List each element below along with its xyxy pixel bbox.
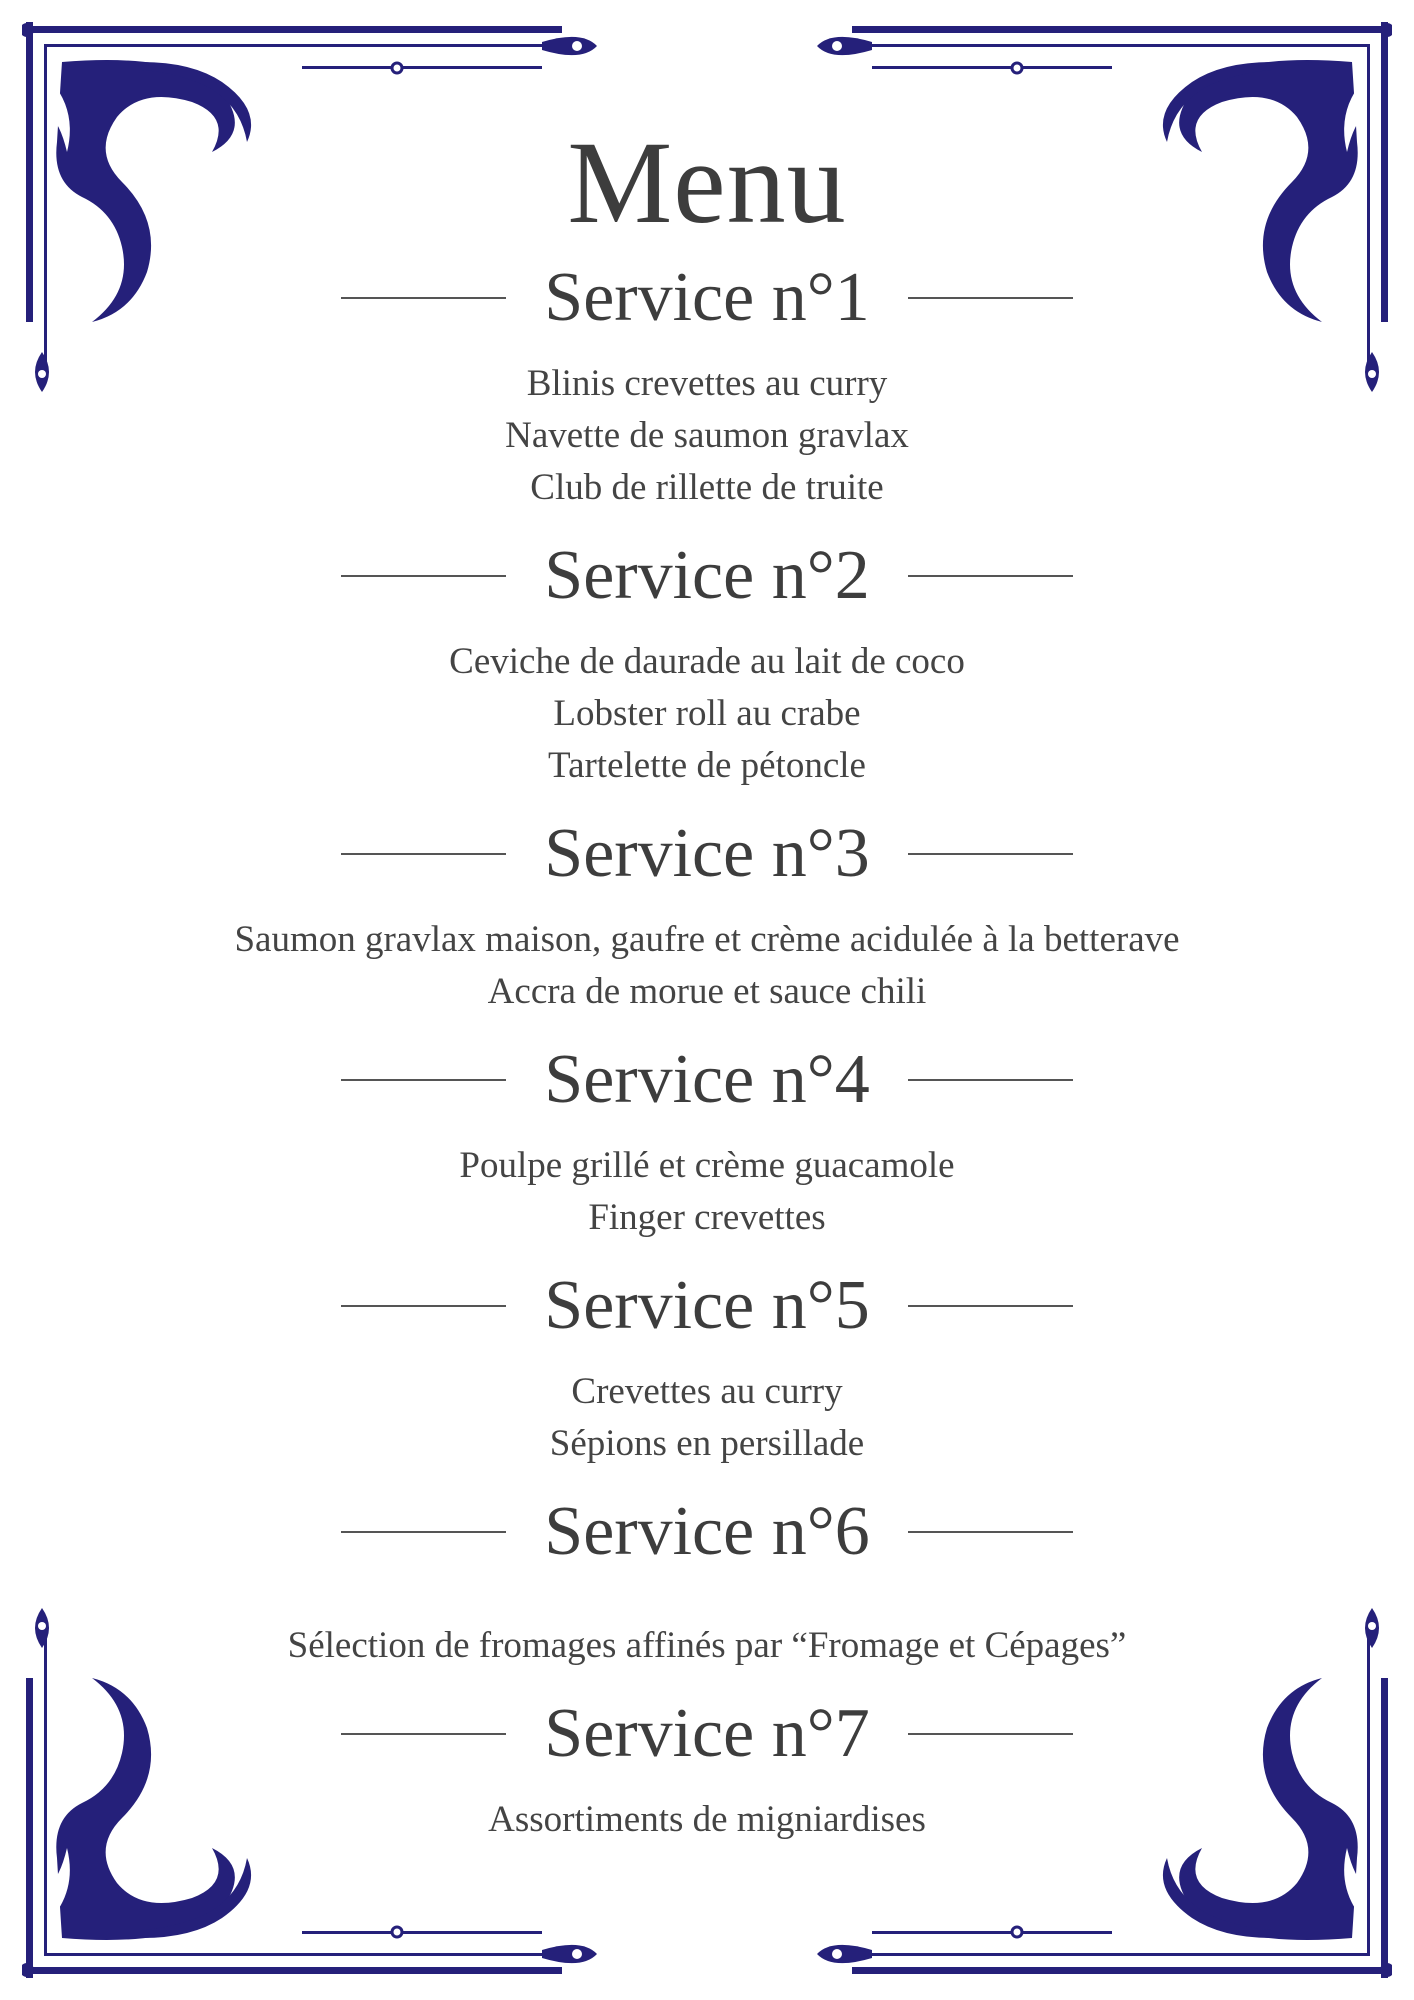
divider-left xyxy=(341,1531,506,1533)
service-2 xyxy=(0,526,1414,792)
dish-item: Finger crevettes xyxy=(588,1197,826,1238)
divider-right xyxy=(908,1079,1073,1081)
dish-item: Club de rillette de truite xyxy=(530,467,884,508)
services-list xyxy=(0,236,1414,1846)
divider-left xyxy=(341,1305,506,1307)
service-title: Service n°4 xyxy=(544,1041,870,1118)
dish-item: Lobster roll au crabe xyxy=(553,693,861,734)
divider-left xyxy=(341,297,506,299)
dish-item: Ceviche de daurade au lait de coco xyxy=(449,641,965,682)
service-title: Service n°3 xyxy=(544,815,870,892)
service-1 xyxy=(0,248,1414,514)
dish-list xyxy=(0,914,1414,1018)
divider-left xyxy=(341,853,506,855)
service-3 xyxy=(0,804,1414,1018)
menu-title: Menu xyxy=(567,117,847,248)
dish-item: Crevettes au curry xyxy=(571,1371,843,1412)
dish-list xyxy=(0,1140,1414,1244)
dish-item: Sépions en persillade xyxy=(549,1423,865,1464)
service-title: Service n°2 xyxy=(544,537,870,614)
dish-item: Accra de morue et sauce chili xyxy=(487,971,927,1012)
service-header xyxy=(0,804,1414,904)
dish-item: Navette de saumon gravlax xyxy=(505,415,909,456)
dish-list xyxy=(0,358,1414,514)
dish-list xyxy=(0,1794,1414,1846)
service-6 xyxy=(0,1482,1414,1672)
dish-item: Saumon gravlax maison, gaufre et crème acidulée à la betterave xyxy=(234,919,1180,960)
divider-right xyxy=(908,1531,1073,1533)
dish-item: Poulpe grillé et crème guacamole xyxy=(459,1145,955,1186)
divider-right xyxy=(908,1305,1073,1307)
dish-list xyxy=(0,1366,1414,1470)
service-header xyxy=(0,526,1414,626)
dish-list xyxy=(0,1620,1414,1672)
divider-right xyxy=(908,575,1073,577)
dish-item: Blinis crevettes au curry xyxy=(526,363,888,404)
service-title: Service n°5 xyxy=(544,1267,870,1344)
divider-left xyxy=(341,575,506,577)
divider-left xyxy=(341,1733,506,1735)
service-5 xyxy=(0,1256,1414,1470)
service-header xyxy=(0,1030,1414,1130)
dish-list xyxy=(0,636,1414,792)
dish-item: Sélection de fromages affinés par “Fromage et Cépages” xyxy=(287,1625,1127,1666)
divider-left xyxy=(341,1079,506,1081)
service-4 xyxy=(0,1030,1414,1244)
service-header xyxy=(0,1256,1414,1356)
dish-item: Assortiments de migniardises xyxy=(488,1799,926,1840)
divider-right xyxy=(908,1733,1073,1735)
dish-item: Tartelette de pétoncle xyxy=(548,745,866,786)
divider-right xyxy=(908,853,1073,855)
service-header xyxy=(0,1482,1414,1582)
divider-right xyxy=(908,297,1073,299)
service-title: Service n°1 xyxy=(544,259,870,336)
service-header xyxy=(0,248,1414,348)
service-title: Service n°7 xyxy=(544,1695,870,1772)
service-title: Service n°6 xyxy=(544,1493,870,1570)
service-header xyxy=(0,1684,1414,1784)
service-7 xyxy=(0,1684,1414,1846)
